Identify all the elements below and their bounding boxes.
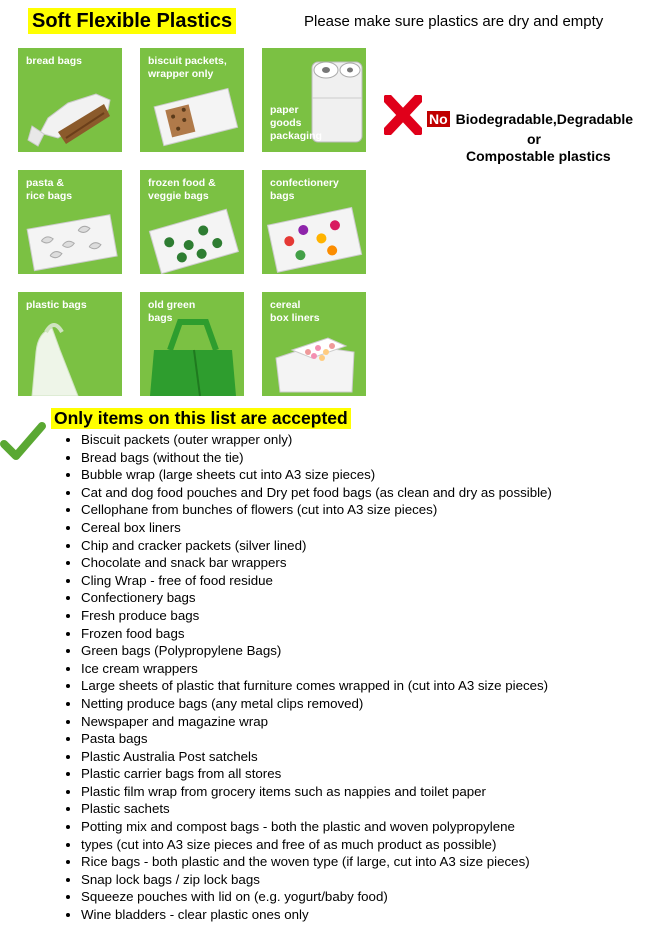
tile-cereal-box-liners: [262, 292, 366, 396]
exclusion-line: [427, 111, 633, 127]
tile-label: paper goods packaging: [270, 104, 322, 142]
list-item: • Rice bags - both plastic and the woven type (if large, cut into A3 size pieces): [81, 853, 669, 871]
list-item: • Plastic Australia Post satchels: [81, 748, 669, 766]
accepted-items-list: [62, 431, 669, 924]
list-item: • Green bags (Polypropylene Bags): [81, 642, 669, 660]
tile-label: confectionery bags: [270, 177, 339, 202]
tile-biscuit-packets: [140, 48, 244, 152]
dry-empty-note: Please make sure plastics are dry and empty: [304, 13, 604, 30]
list-item: • Cat and dog food pouches and Dry pet food bags (as clean and dry as possible): [81, 484, 669, 502]
list-item: • Ice cream wrappers: [81, 660, 669, 678]
list-item: • Large sheets of plastic that furniture comes wrapped in (cut into A3 size pieces): [81, 677, 669, 695]
list-item: • Confectionery bags: [81, 589, 669, 607]
tile-bread-bags: [18, 48, 122, 152]
tile-label: bread bags: [26, 55, 83, 67]
page-title: Soft Flexible Plastics: [28, 8, 236, 34]
list-item: • Netting produce bags (any metal clips removed): [81, 695, 669, 713]
green-check-icon: [0, 420, 46, 462]
red-cross-icon: [384, 95, 422, 135]
tile-label: frozen food & veggie bags: [148, 177, 216, 202]
list-item: • Bread bags (without the tie): [81, 449, 669, 467]
exclusion-text-2: Compostable plastics: [466, 148, 611, 164]
exclusion-text-1: Biodegradable,Degradable: [455, 111, 634, 127]
list-item: • Biscuit packets (outer wrapper only): [81, 431, 669, 449]
tile-label: plastic bags: [26, 299, 87, 311]
list-item: • Plastic film wrap from grocery items such as nappies and toilet paper: [81, 783, 669, 801]
tile-pasta-rice-bags: [18, 170, 122, 274]
list-item: • types (cut into A3 size pieces and free of as much product as possible): [81, 836, 669, 854]
tile-paper-goods: [262, 48, 366, 152]
tile-frozen-food-bags: [140, 170, 244, 274]
tile-label: biscuit packets, wrapper only: [148, 55, 227, 80]
list-item: • Cereal box liners: [81, 519, 669, 537]
list-item: • Plastic sachets: [81, 800, 669, 818]
list-item: • Cling Wrap - free of food residue: [81, 572, 669, 590]
exclusion-or: or: [527, 131, 541, 147]
tile-label: old green bags: [148, 299, 196, 324]
tile-label: pasta & rice bags: [26, 177, 73, 202]
list-item: • Squeeze pouches with lid on (e.g. yogurt/baby food): [81, 888, 669, 906]
list-item: • Chip and cracker packets (silver lined): [81, 537, 669, 555]
no-badge: No: [429, 111, 448, 127]
list-item: • Snap lock bags / zip lock bags: [81, 871, 669, 889]
list-item: • Plastic carrier bags from all stores: [81, 765, 669, 783]
list-item: • Potting mix and compost bags - both the plastic and woven polypropylene: [81, 818, 669, 836]
list-item: • Frozen food bags: [81, 625, 669, 643]
tile-label: cereal box liners: [270, 299, 320, 324]
list-item: • Pasta bags: [81, 730, 669, 748]
list-item: • Fresh produce bags: [81, 607, 669, 625]
list-item: • Chocolate and snack bar wrappers: [81, 554, 669, 572]
list-item: • Cellophane from bunches of flowers (cut into A3 size pieces): [81, 501, 669, 519]
tile-confectionery-bags: [262, 170, 366, 274]
list-item: • Newspaper and magazine wrap: [81, 713, 669, 731]
tile-plastic-bags: [18, 292, 122, 396]
accepted-heading: Only items on this list are accepted: [51, 408, 351, 429]
list-item: • Bubble wrap (large sheets cut into A3 size pieces): [81, 466, 669, 484]
tile-old-green-bags: [140, 292, 244, 396]
list-item: • Wine bladders - clear plastic ones only: [81, 906, 669, 924]
